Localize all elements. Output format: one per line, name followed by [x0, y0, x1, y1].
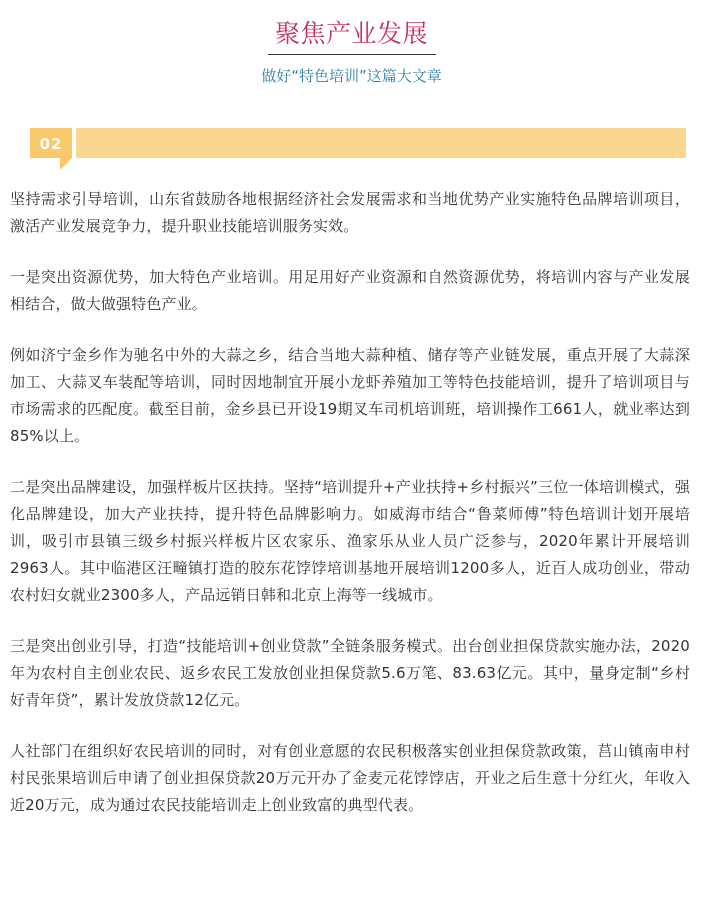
paragraph-typical-case: 人社部门在组织好农民培训的同时，对有创业意愿的农民积极落实创业担保贷款政策，莒山镇南申村村民张果培训后申请了创业担保贷款20万元开办了金麦元花饽饽店，开业之后生意十分红火，年收入近20万元，成为通过农民技能培训走上创业致富的典型代表。	[10, 742, 690, 814]
page-title: 聚焦产业发展	[274, 19, 428, 48]
paragraph-brand-building: 二是突出品牌建设，加强样板片区扶持。坚持“培训提升+产业扶持+乡村振兴”三位一体培训模式，强化品牌建设，加大产业扶持，提升特色品牌影响力。如威海市结合“鲁菜师傅”特色培训计划开展培训，吸引市县镇三级乡村振兴样板片区农家乐、渔家乐从业人员广泛参与，2020年累计开展培训2963人。其中临港区汪疃镇打造的胶东花饽饽培训基地开展培训1200多人，近百人成功创业，带动农村妇女就业2300多人，产品远销日韩和北京上海等一线城市。	[10, 478, 690, 604]
article-header	[0, 0, 703, 87]
section-header-bar	[30, 128, 686, 158]
paragraph-intro: 坚持需求引导培训，山东省鼓励各地根据经济社会发展需求和当地优势产业实施特色品牌培训项目，激活产业发展竞争力，提升职业技能培训服务实效。	[10, 190, 690, 235]
paragraph-resource-advantage: 一是突出资源优势，加大特色产业培训。用足用好产业资源和自然资源优势，将培训内容与产业发展相结合，做大做强特色产业。	[10, 268, 690, 313]
paragraph-entrepreneurship: 三是突出创业引导，打造“技能培训+创业贷款”全链条服务模式。出台创业担保贷款实施办法，2020年为农村自主创业农民、返乡农民工发放创业担保贷款5.6万笔、83.63亿元。其中，量身定制“乡村好青年贷”，累计发放贷款12亿元。	[10, 637, 690, 709]
title-underline	[268, 54, 436, 55]
section-badge-notch	[60, 158, 72, 170]
paragraph-jinxiang-example: 例如济宁金乡作为驰名中外的大蒜之乡，结合当地大蒜种植、储存等产业链发展，重点开展了大蒜深加工、大蒜叉车装配等培训，同时因地制宜开展小龙虾养殖加工等特色技能培训，提升了培训项目与市场需求的匹配度。截至目前，金乡县已开设19期叉车司机培训班，培训操作工661人，就业率达到85%以上。	[10, 346, 690, 445]
page-subtitle: 做好“特色培训”这篇大文章	[261, 67, 442, 85]
article-body	[10, 186, 690, 843]
section-number-badge: 02	[30, 128, 72, 158]
section-strip	[76, 128, 686, 158]
